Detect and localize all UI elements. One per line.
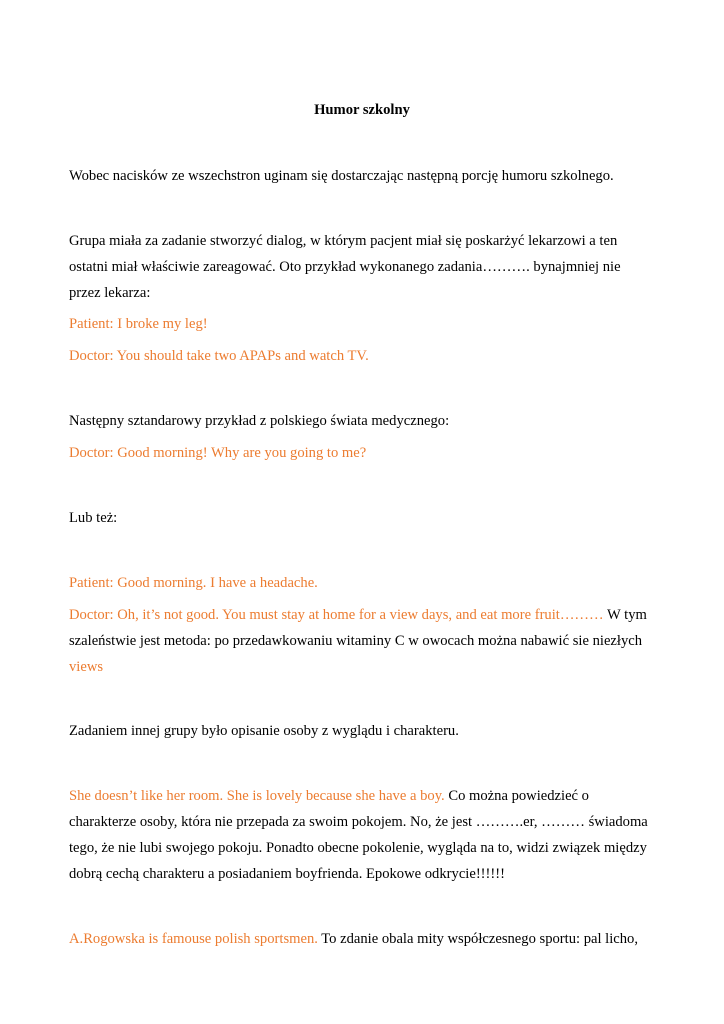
- paragraph-5-line-1: [69, 786, 589, 806]
- paragraph-4: Zadaniem innej grupy było opisanie osoby z wyglądu i charakteru.: [69, 723, 459, 739]
- paragraph-2: Następny sztandarowy przykład z polskiego świata medycznego:: [69, 413, 450, 429]
- dialog-3-patient: Patient: Good morning. I have a headache.: [69, 575, 318, 591]
- paragraph-1-line-2: ostatni miał właściwie zareagować. Oto przykład wykonanego zadania………. bynajmniej nie: [69, 259, 621, 275]
- dialog-3-doctor-comment: W tym: [603, 607, 647, 623]
- paragraph-5-line-2: charakterze osoby, która nie przepada za swoim pokojem. No, że jest ……….er, ……… świadoma: [69, 814, 648, 830]
- dialog-1-doctor: Doctor: You should take two APAPs and watch TV.: [69, 348, 369, 364]
- paragraph-5-line-4: dobrą cechą charakteru a posiadaniem boyfrienda. Epokowe odkrycie!!!!!!: [69, 866, 505, 882]
- paragraph-3: Lub też:: [69, 510, 118, 526]
- dialog-3-doctor-line: [69, 605, 647, 625]
- dialog-3-views: views: [69, 659, 104, 675]
- paragraph-1-line-3: przez lekarza:: [69, 285, 151, 301]
- paragraph-5-line-3: tego, że nie lubi swojego pokoju. Ponadto obecne pokolenie, wygląda na to, widzi związek między: [69, 840, 647, 856]
- dialog-3-comment-line-2: szaleństwie jest metoda: po przedawkowaniu witaminy C w owocach można nabawić sie niezłych: [69, 633, 643, 649]
- dialog-3-doctor-orange: Doctor: Oh, it’s not good. You must stay at home for a view days, and eat more fruit………: [69, 607, 604, 623]
- document-title: Humor szkolny: [314, 102, 410, 118]
- paragraph-1-line-1: Grupa miała za zadanie stworzyć dialog, w którym pacjent miał się poskarżyć lekarzowi a ten: [69, 233, 618, 249]
- paragraph-5-comment: Co można powiedzieć o: [444, 788, 589, 804]
- paragraph-5-quote: She doesn’t like her room. She is lovely because she have a boy.: [69, 788, 445, 804]
- dialog-1-patient: Patient: I broke my leg!: [69, 316, 208, 332]
- paragraph-6-quote: A.Rogowska is famouse polish sportsmen.: [69, 931, 318, 947]
- paragraph-6-line-1: [69, 929, 638, 949]
- dialog-2-doctor: Doctor: Good morning! Why are you going to me?: [69, 445, 367, 461]
- intro-paragraph: Wobec nacisków ze wszechstron uginam się dostarczając następną porcję humoru szkolnego.: [69, 168, 614, 184]
- paragraph-6-comment: To zdanie obala mity współczesnego sportu: pal licho,: [317, 931, 639, 947]
